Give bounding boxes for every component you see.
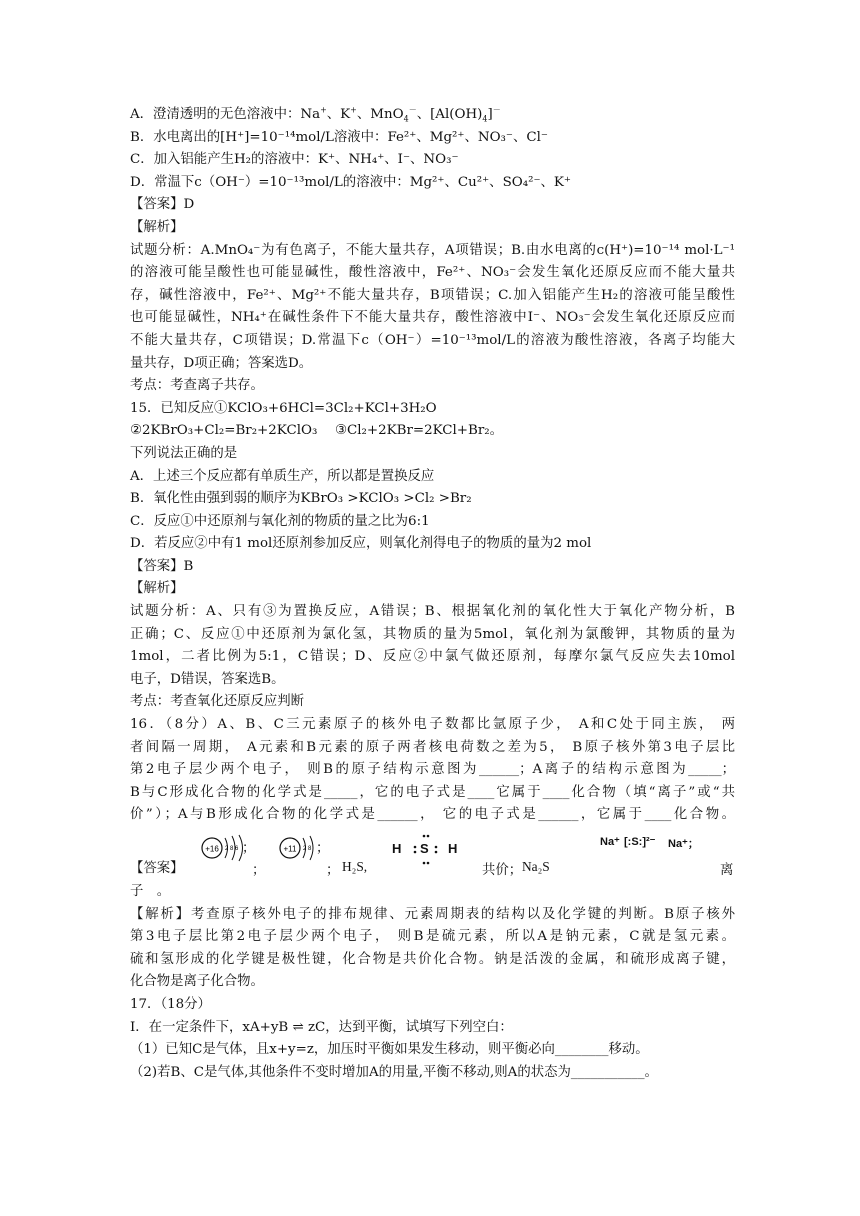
h2s-formula: H₂S, — [342, 859, 368, 874]
q14-option-d: D．常温下c（OH⁻）=10⁻¹³mol/L的溶液中：Mg²⁺、Cu²⁺、SO₄²⁻、K⁺ — [130, 174, 571, 190]
q14-analysis-line: 也可能显碱性，NH₄⁺在碱性条件下不能大量共存，酸性溶液中I⁻、NO₃⁻会发生氧化还原反应而 — [130, 310, 735, 326]
q16-stem-line: 第2电子层少两个电子， 则B的原子结构示意图为______；A离子的结构示意图为_____； — [130, 762, 735, 778]
q17-line-2: （1）已知C是气体，且x+y=z，加压时平衡如果发生移动，则平衡必向________移动。 — [130, 1042, 649, 1058]
q16-analysis-line: 化合物是离子化合物。 — [130, 974, 264, 990]
text: ] — [487, 107, 493, 122]
separator: ； — [242, 841, 256, 856]
q15-answer: 【答案】B — [130, 558, 194, 574]
q15-analysis-line: 正确；C、反应①中还原剂为氯化氢，其物质的量为5mol，氧化剂为氯酸钾，其物质的量为 — [130, 626, 735, 642]
q15-analysis-line: 电子，D错误，答案选B。 — [130, 671, 285, 687]
na2s-electron-formula-na-right: Na⁺； — [668, 838, 699, 850]
q16-stem-line: 16．（8分）A、B、C三元素原子的核外电子数都比氩原子少， A和C处于同主族， 两 — [130, 717, 735, 733]
q16-stem-line: 价”）；A与B形成化合物的化学式是______， 它的电子式是______，它属于____化合物。 — [130, 807, 735, 823]
q15-analysis-head: 【解析】 — [130, 581, 184, 597]
q14-analysis-head: 【解析】 — [130, 219, 184, 235]
svg-text:2 8 6: 2 8 6 — [225, 846, 239, 852]
document-page — [130, 104, 735, 1084]
sub: 4 — [482, 114, 488, 124]
q15-analysis-line: 1mol，二者比例为5:1，C错误；D、反应②中氯气做还原剂，每摩尔氯气反应失去10mol — [130, 649, 735, 665]
q14-option-a-text: A．澄清透明的无色溶液中：Na — [130, 107, 321, 122]
ionic-tail: 离 — [720, 863, 734, 878]
q17-line-3: （2)若B、C是气体,其他条件不变时增加A的用量,平衡不移动,则A的状态为___________。 — [130, 1064, 658, 1080]
separator: ； — [316, 841, 330, 856]
h2s-electron-formula-h-left: H — [392, 841, 402, 856]
q16-answer-row — [130, 831, 735, 881]
q15-option-a: A．上述三个反应都有单质生产，所以都是置换反应 — [130, 468, 435, 484]
sup: + — [350, 105, 357, 115]
text: 、K — [326, 107, 351, 122]
na2s-formula: Na₂S — [522, 859, 550, 874]
svg-text:2 8: 2 8 — [303, 846, 312, 852]
q14-option-a — [130, 104, 735, 127]
q16-stem-line: 者间隔一周期， A元素和B元素的原子两者核电荷数之差为5， B原子核外第3电子层比 — [130, 739, 735, 755]
h2s-electron-dots — [406, 833, 450, 867]
q15-kaodian: 考点：考查氧化还原反应判断 — [130, 694, 305, 710]
covalent-label: 共价； — [482, 863, 523, 878]
q14-analysis-line: 不能大量共存，C项错误；D.常温下c（OH⁻）=10⁻¹³mol/L的溶液为酸性溶液，各离子均能大 — [130, 332, 735, 348]
na2s-electron-formula-na-left: Na⁺ — [600, 836, 620, 848]
q14-analysis-line: 量共存，D项正确；答案选D。 — [130, 355, 313, 371]
sup: － — [492, 105, 501, 115]
q14-analysis-line: 的溶液可能呈酸性也可能显碱性，酸性溶液中，Fe²⁺、NO₃⁻会发生氧化还原反应而不能大量共 — [130, 265, 735, 281]
q16-analysis-line: 【解析】考查原子核外电子的排布规律、元素周期表的结构以及化学键的判断。B原子核外 — [130, 906, 735, 922]
text: 、MnO — [356, 107, 404, 122]
svg-text:+11: +11 — [283, 844, 297, 854]
q14-answer: 【答案】D — [130, 197, 195, 213]
svg-text:+16: +16 — [205, 844, 219, 854]
na2s-electron-formula-s: [:S:]²⁻ — [624, 836, 656, 848]
q16-ionic-tail-line: 子 。 — [130, 884, 171, 899]
q15-option-c: C．反应①中还原剂与氧化剂的物质的量之比为6:1 — [130, 513, 430, 529]
q16-answer-label: 【答案】 — [130, 861, 184, 876]
separator: ； — [326, 863, 340, 878]
q14-option-c: C．加入铝能产生H₂的溶液中：K⁺、NH₄⁺、I⁻、NO₃⁻ — [130, 152, 459, 168]
q17-line-1: Ⅰ．在一定条件下，xA+yB ⇌ zC，达到平衡，试填写下列空白： — [130, 1019, 513, 1035]
q15-stem-1: 15．已知反应①KClO₃+6HCl=3Cl₂+KCl+3H₂O — [130, 400, 437, 416]
q15-stem-2: ②2KBrO₃+Cl₂=Br₂+2KClO₃ ③Cl₂+2KBr=2KCl+Br₂。 — [130, 423, 503, 439]
q16-analysis-line: 第3电子层比第2电子层少两个电子， 则B是硫元素，所以A是钠元素，C就是氢元素。 — [130, 929, 735, 945]
q14-analysis-line: 试题分析：A.MnO₄⁻为有色离子，不能大量共存，A项错误；B.由水电离的c(H⁺)=10⁻¹⁴ mol·L⁻¹ — [130, 242, 735, 258]
sodium-ion-structure-diagram — [278, 835, 318, 865]
q15-analysis-line: 试题分析：A、只有③为置换反应，A错误；B、根据氧化剂的氧化性大于氧化产物分析，B — [130, 604, 735, 620]
sup: + — [320, 105, 327, 115]
sup: － — [408, 105, 417, 115]
q15-option-b: B．氧化性由强到弱的顺序为KBrO₃ >KClO₃ >Cl₂ >Br₂ — [130, 491, 472, 507]
q15-stem-3: 下列说法正确的是 — [130, 445, 238, 461]
q14-option-b: B．水电离出的[H⁺]=10⁻¹⁴mol/L溶液中：Fe²⁺、Mg²⁺、NO₃⁻、Cl⁻ — [130, 129, 548, 145]
sub: 4 — [403, 114, 409, 124]
q14-kaodian: 考点：考查离子共存。 — [130, 378, 264, 394]
q17-head: 17．（18分） — [130, 996, 211, 1012]
h2s-electron-formula-s: S — [420, 841, 429, 856]
q15-option-d: D．若反应②中有1 mol还原剂参加反应，则氧化剂得电子的物质的量为2 mol — [130, 536, 592, 552]
separator: ； — [252, 863, 266, 878]
q16-stem-line: B与C形成化合物的化学式是_____，它的电子式是____它属于____化合物（填“离子”或“共 — [130, 784, 735, 800]
h2s-electron-formula-h-right: H — [448, 841, 458, 856]
text: 、[Al(OH) — [416, 107, 483, 122]
q16-analysis-line: 硫和氢形成的化学键是极性键，化合物是共价化合物。钠是活泼的金属，和硫形成离子键， — [130, 951, 735, 967]
q14-analysis-line: 存，碱性溶液中，Fe²⁺、Mg²⁺不能大量共存，B项错误；C.加入铝能产生H₂的溶液可能呈酸性 — [130, 287, 735, 303]
